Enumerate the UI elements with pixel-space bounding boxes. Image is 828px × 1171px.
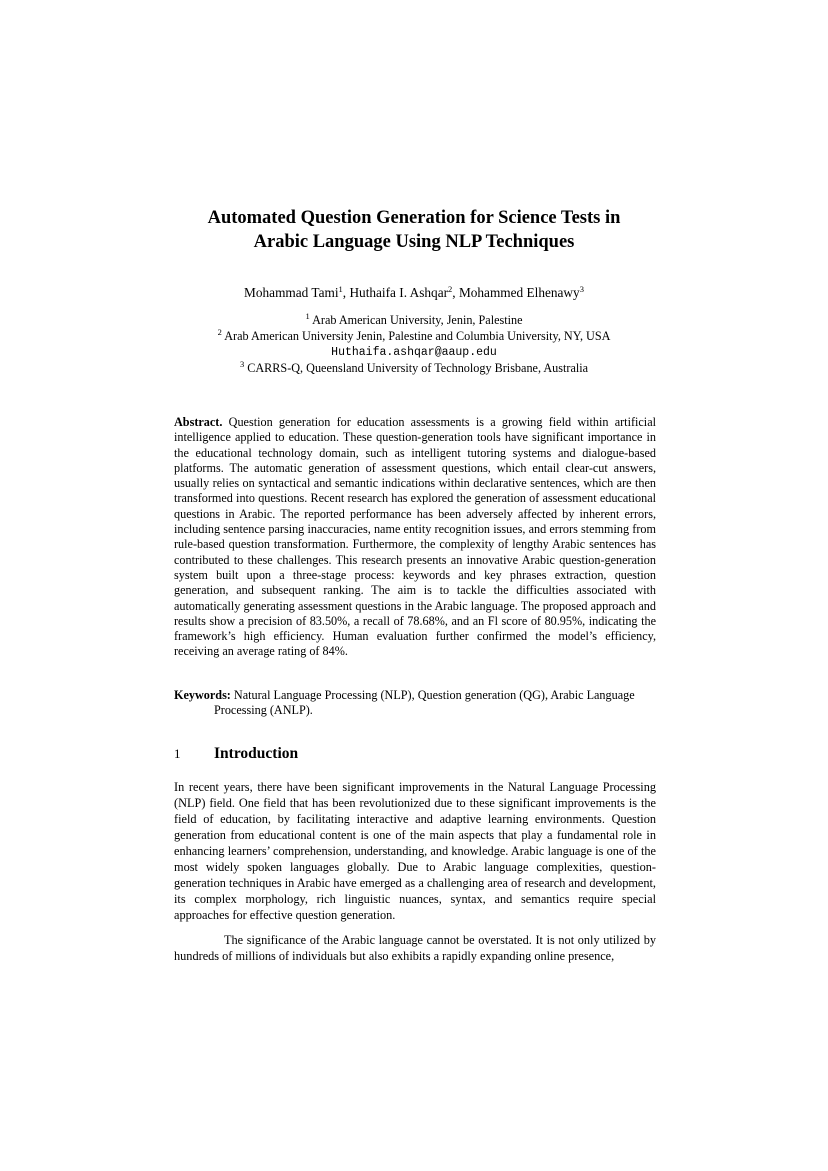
author-list [150,284,678,302]
email-link[interactable]: Huthaifa.ashqar@aaup.edu [331,346,497,359]
author-email[interactable] [150,344,678,361]
abstract [174,415,656,660]
affiliation-2 [150,326,678,345]
affil-text: CARRS-Q, Queensland University of Technology Brisbane, Australia [247,360,589,375]
title-line-1: Automated Question Generation for Science Tests in [207,208,621,228]
affil-mark: 3 [239,358,245,369]
section-heading [174,744,298,764]
affiliation-1 [150,313,678,329]
author-affil-mark: 3 [579,284,584,294]
affil-text: Arab American University Jenin, Palestine and Columbia University, NY, USA [224,328,611,343]
keywords-text: Natural Language Processing (NLP), Question generation (QG), Arabic Language Processing (ANLP). [214,688,635,718]
intro-paragraph-2: The significance of the Arabic language cannot be overstated. It is not only utilized by hundreds of millions of individuals but also exhibits a rapidly expanding online presence, [174,933,656,963]
author-affil-mark: 1 [338,284,343,294]
author-name: Huthaifa I. Ashqar [349,285,449,300]
abstract-text: Question generation for education assessments is a growing field within artificial intelligence applied to education. These question-generation tools have significant importance in the educational technology domain, such as intelligent tutoring systems and dialogue-based platforms. The automatic generation of assessment questions, which entail clear-cut answers, usually relies on syntactical and semantic indications within declarative sentences, which are then transformed into questions. Recent research has explored the generation of assessment educational questions in Arabic. The reported performance has been adversely affected by inherent errors, including sentence parsing inaccuracies, name entity recognition issues, and errors stemming from rule-based question transformation. Furthermore, the complexity of lengthy Arabic sentences has contributed to these challenges. This research presents an innovative Arabic question-generation system built upon a three-stage process: keywords and key phrases extraction, question generation, and subsequent ranking. The aim is to tackle the difficulties associated with automatically generating assessment questions in the Arabic language. The proposed approach and results show a precision of 83.50%, a recall of 78.68%, and an Fl score of 80.95%, indicating the framework’s high efficiency. Human evaluation further confirmed the model’s efficiency, receiving an average rating of 84%. [174,415,656,659]
affil-mark: 1 [305,311,310,321]
section-number: 1 [174,746,181,761]
title-line-2: Arabic Language Using NLP Techniques [253,232,575,252]
paper-title [150,206,678,254]
intro-paragraph-1: In recent years, there have been significant improvements in the Natural Language Processing (NLP) field. One field that has been revolutionized due to these significant improvements is the field of education, by facilitating interactive and adaptive learning environments. Question generation from educational content is one of the main aspects that play a fundamental role in enhancing learners’ comprehension, understanding, and knowledge. Arabic language is one of the most widely spoken languages globally. Due to Arabic language complexities, question-generation techniques in Arabic have emerged as a challenging area of research and development, its complex morphology, rich linguistic nuances, syntax, and semantics require special approaches for effective question generation. [174,780,656,922]
affiliations [150,313,678,376]
author-affil-mark: 2 [448,284,453,294]
keywords-label: Keywords: [174,688,231,702]
abstract-label: Abstract. [174,415,223,429]
affiliation-3 [150,358,678,377]
author-name: Mohammad Tami [244,285,339,300]
affil-mark: 2 [217,326,222,337]
section-title: Introduction [214,745,299,762]
author-name: Mohammed Elhenawy [458,285,580,300]
author-separator: , [342,285,350,300]
keywords [174,688,656,719]
author-separator: , [452,285,459,300]
affil-text: Arab American University, Jenin, Palestine [312,313,523,327]
